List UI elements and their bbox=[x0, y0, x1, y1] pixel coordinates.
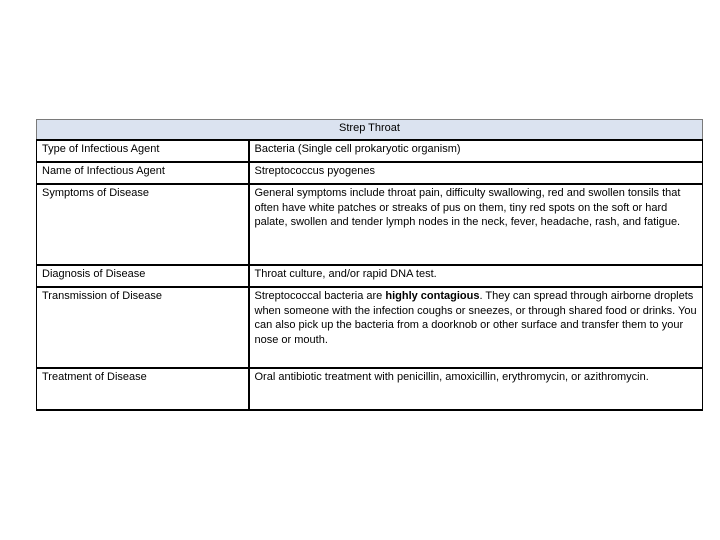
table-row bbox=[37, 265, 703, 287]
table-row bbox=[37, 368, 703, 410]
table-title-row bbox=[37, 120, 703, 141]
row-label: Type of Infectious Agent bbox=[37, 140, 249, 162]
disease-info-table bbox=[36, 119, 703, 411]
row-label: Transmission of Disease bbox=[37, 287, 249, 368]
row-label: Treatment of Disease bbox=[37, 368, 249, 410]
row-value bbox=[249, 287, 703, 368]
row-label: Name of Infectious Agent bbox=[37, 162, 249, 184]
row-label: Diagnosis of Disease bbox=[37, 265, 249, 287]
row-value: General symptoms include throat pain, difficulty swallowing, red and swollen tonsils that often have white patches or streaks of pus on them, tiny red spots on the soft or hard palate, swollen and tender lymph nodes in the neck, fever, headache, rash, and fatigue. bbox=[249, 184, 703, 265]
row-value: Oral antibiotic treatment with penicillin, amoxicillin, erythromycin, or azithromycin. bbox=[249, 368, 703, 410]
table-title: Strep Throat bbox=[37, 120, 703, 141]
table-row bbox=[37, 287, 703, 368]
row-value: Throat culture, and/or rapid DNA test. bbox=[249, 265, 703, 287]
row-label: Symptoms of Disease bbox=[37, 184, 249, 265]
row-value-text: Streptococcal bacteria are bbox=[254, 290, 386, 302]
emphasis-text: highly contagious bbox=[385, 290, 480, 302]
table-row bbox=[37, 162, 703, 184]
table-row bbox=[37, 140, 703, 162]
row-value: Bacteria (Single cell prokaryotic organism) bbox=[249, 140, 703, 162]
row-value: Streptococcus pyogenes bbox=[249, 162, 703, 184]
table-row bbox=[37, 184, 703, 265]
row-value-text: . They can spread through airborne droplets when someone with the infection coughs or sneezes, or through shared food or drinks. You can also pick up the bacteria from a doorknob or other surface and transfer them to your nose or mouth. bbox=[254, 290, 697, 346]
